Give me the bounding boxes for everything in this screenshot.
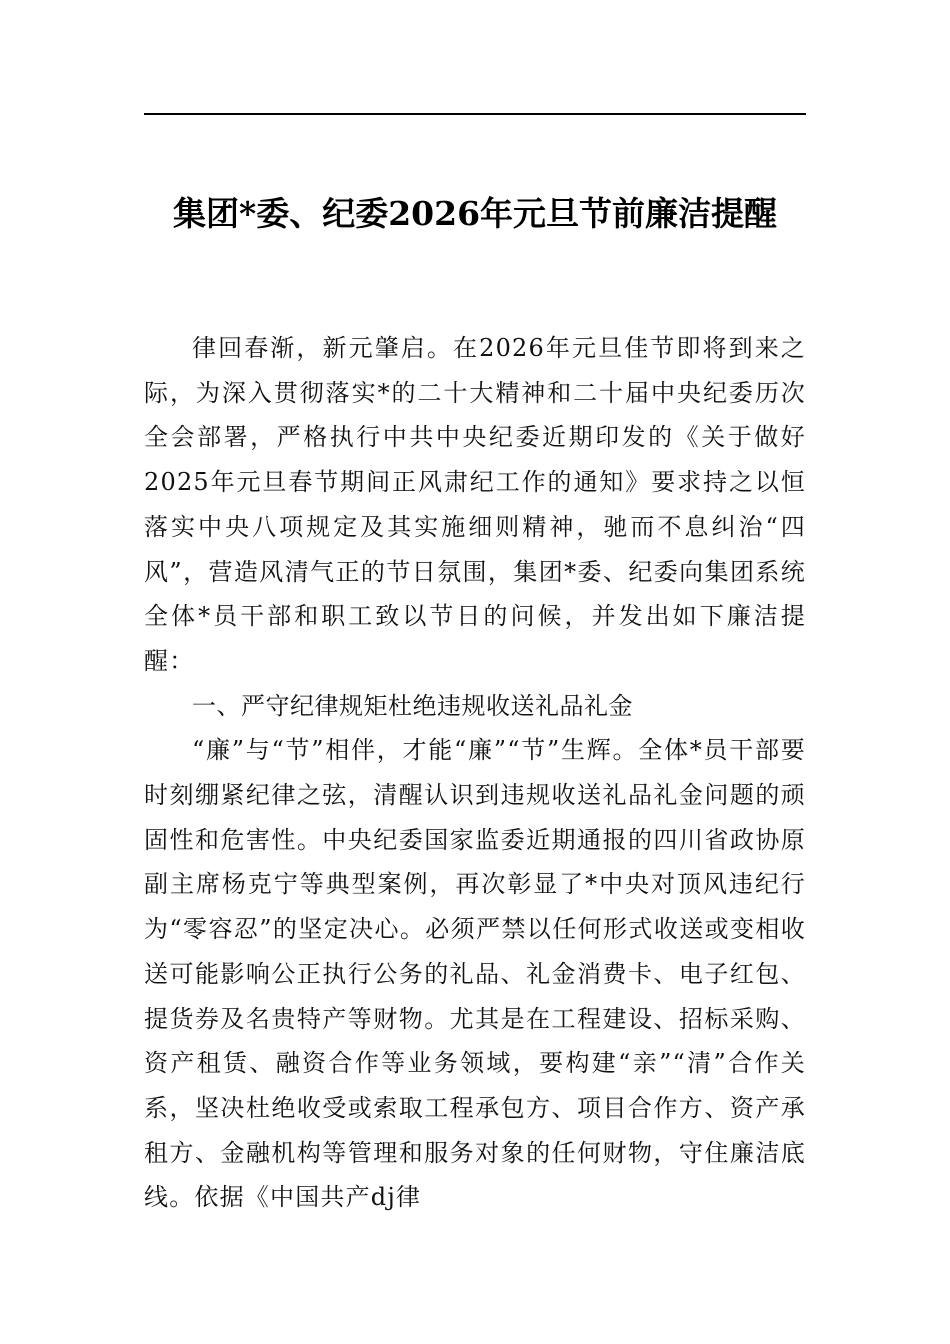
document-body (144, 326, 806, 1220)
intro-paragraph: 律回春渐，新元肇启。在2026年元旦佳节即将到来之际，为深入贯彻落实*的二十大精神和二十届中央纪委历次全会部署，严格执行中共中央纪委近期印发的《关于做好2025年元旦春节期间正风肃纪工作的通知》要求持之以恒落实中央八项规定及其实施细则精神，驰而不息纠治“四风”，营造风清气正的节日氛围，集团*委、纪委向集团系统全体*员干部和职工致以节日的问候，并发出如下廉洁提醒： (144, 334, 806, 675)
header-rule (144, 113, 806, 115)
document-title: 集团*委、纪委2026年元旦节前廉洁提醒 (172, 194, 778, 233)
section-1-heading: 一、严守纪律规矩杜绝违规收送礼品礼金 (192, 691, 633, 720)
section-1-paragraph: “廉”与“节”相伴，才能“廉”“节”生辉。全体*员干部要时刻绷紧纪律之弦，清醒认识到违规收送礼品礼金问题的顽固性和危害性。中央纪委国家监委近期通报的四川省政协原副主席杨克宁等典型案例，再次彰显了*中央对顶风违纪行为“零容忍”的坚定决心。必须严禁以任何形式收送或变相收送可能影响公正执行公务的礼品、礼金消费卡、电子红包、提货券及名贵特产等财物。尤其是在工程建设、招标采购、资产租赁、融资合作等业务领域，要构建“亲”“清”合作关系，坚决杜绝收受或索取工程承包方、项目合作方、资产承租方、金融机构等管理和服务对象的任何财物，守住廉洁底线。依据《中国共产dj律 (144, 736, 806, 1212)
